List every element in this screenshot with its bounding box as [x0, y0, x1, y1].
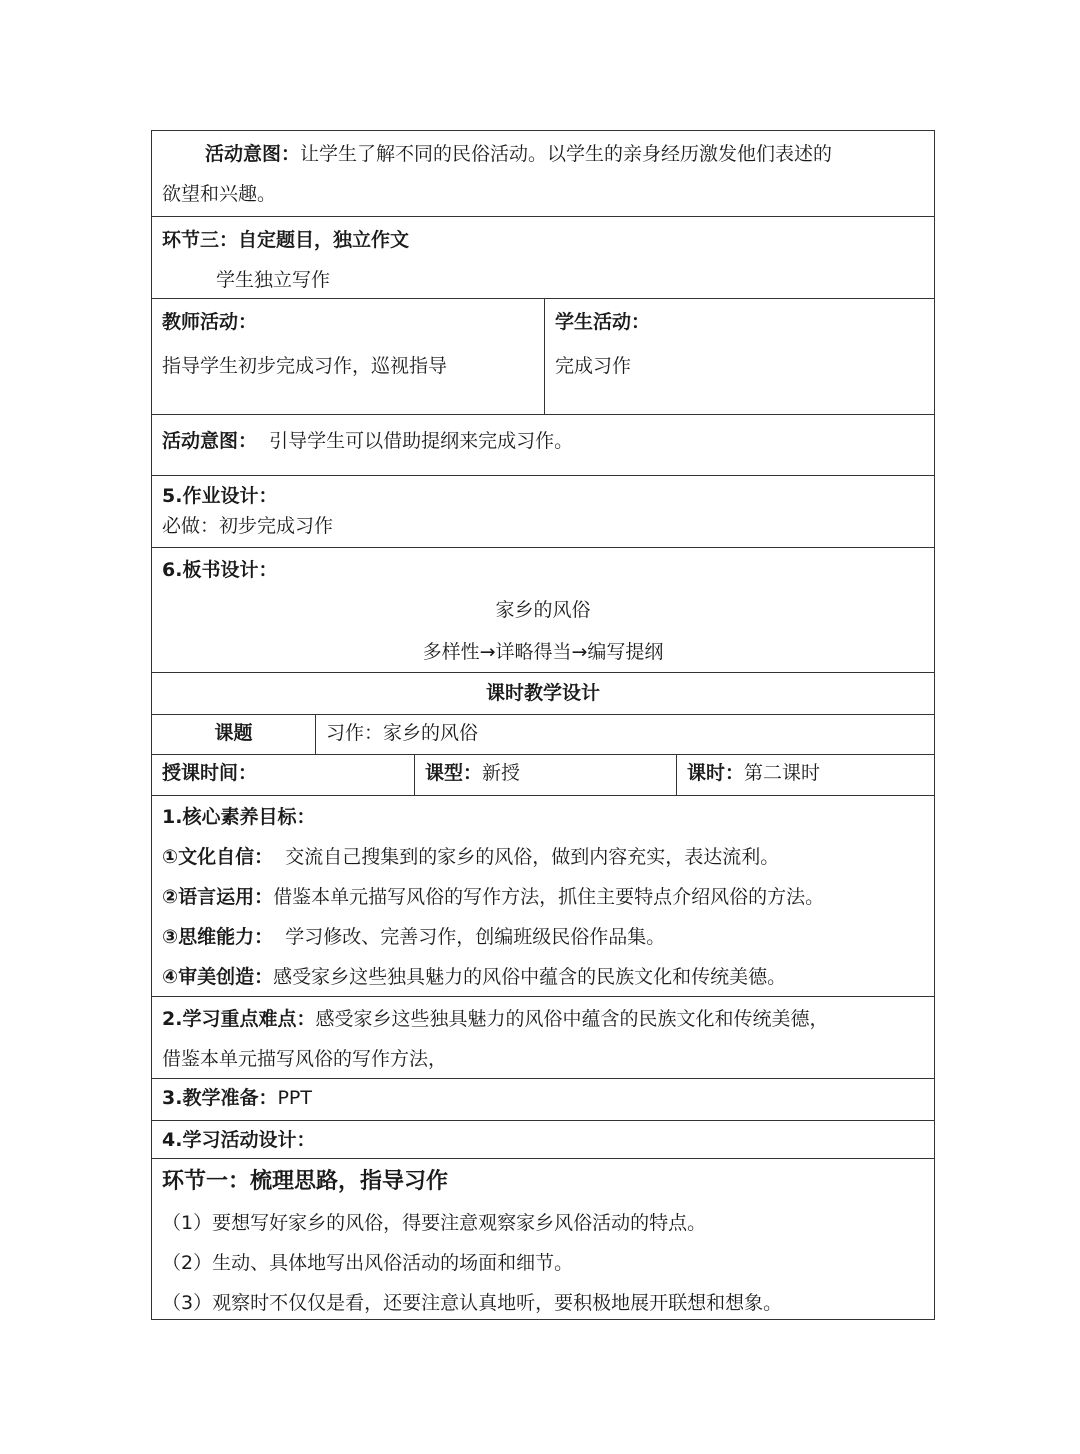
board-design-line-1: 家乡的风俗	[495, 599, 591, 621]
topic-row	[151, 714, 935, 754]
teacher-activity-cell	[152, 299, 544, 414]
student-activity-cell	[544, 299, 934, 414]
stage-one-section	[151, 1158, 935, 1320]
board-design-section	[151, 547, 935, 672]
goal-item	[152, 877, 934, 917]
lesson-heading: 课时教学设计	[485, 682, 600, 704]
type-cell	[414, 755, 676, 795]
key-points-line-2: 借鉴本单元描写风俗的写作方法，	[162, 1048, 448, 1070]
key-points-line-1	[152, 999, 934, 1039]
stage-three-subtitle: 学生独立写作	[216, 269, 331, 291]
stage-one-item: （1）要想写好家乡的风俗，得要注意观察家乡风俗活动的特点。	[162, 1212, 707, 1234]
intent-section-2	[151, 414, 935, 475]
stage-one-title: 环节一：梳理思路，指导习作	[162, 1169, 449, 1194]
topic-value: 习作：家乡的风俗	[315, 715, 934, 754]
topic-label: 课题	[214, 722, 253, 744]
intent-line-2: 欲望和兴趣。	[162, 183, 277, 205]
goal-label: ①文化自信：	[162, 846, 274, 868]
period-value: 第二课时	[744, 762, 821, 784]
prep-text: PPT	[277, 1087, 312, 1109]
schedule-row	[151, 754, 935, 795]
activity-design-label: 4.学习活动设计：	[162, 1129, 316, 1151]
student-activity-text: 完成习作	[555, 355, 632, 377]
intent-line-1	[152, 134, 934, 174]
stage-one-item: （2）生动、具体地写出风俗活动的场面和细节。	[162, 1252, 574, 1274]
intent-label-2: 活动意图：	[162, 430, 258, 452]
key-points-text: 感受家乡这些独具魅力的风俗中蕴含的民族文化和传统美德，	[315, 1008, 829, 1030]
homework-label: 5.作业设计：	[162, 485, 278, 507]
goal-item	[152, 837, 934, 877]
goal-text: 交流自己搜集到的家乡的风俗，做到内容充实，表达流利。	[285, 846, 780, 868]
student-activity-label: 学生活动：	[555, 311, 651, 333]
board-design-line-2: 多样性→详略得当→编写提纲	[422, 641, 664, 663]
board-design-label: 6.板书设计：	[162, 559, 278, 581]
key-points-label: 2.学习重点难点：	[162, 1008, 316, 1030]
time-label: 授课时间：	[162, 762, 258, 784]
goal-text: 学习修改、完善习作，创编班级民俗作品集。	[285, 926, 666, 948]
core-goals-label: 1.核心素养目标：	[162, 806, 316, 828]
activity-design-section	[151, 1120, 935, 1158]
teacher-activity-text: 指导学生初步完成习作，巡视指导	[162, 355, 448, 377]
goal-item	[152, 917, 934, 957]
intent-text: 让学生了解不同的民俗活动。以学生的亲身经历激发他们表述的	[300, 143, 833, 165]
goal-text: 感受家乡这些独具魅力的风俗中蕴含的民族文化和传统美德。	[273, 966, 787, 988]
type-label: 课型：	[425, 762, 483, 784]
goal-item	[152, 957, 934, 997]
homework-text: 必做：初步完成习作	[162, 515, 334, 537]
period-cell	[676, 755, 934, 795]
goal-label: ②语言运用：	[162, 886, 274, 908]
prep-label: 3.教学准备：	[162, 1087, 278, 1109]
intent-section-1	[151, 130, 935, 216]
intent-label: 活动意图：	[205, 143, 301, 165]
core-goals-section	[151, 795, 935, 996]
teacher-activity-label: 教师活动：	[162, 311, 258, 333]
stage-three-title: 环节三：自定题目，独立作文	[162, 229, 410, 251]
stage-one-item: （3）观察时不仅仅是看，还要注意认真地听，要积极地展开联想和想象。	[162, 1292, 783, 1314]
goal-label: ③思维能力：	[162, 926, 274, 948]
period-label: 课时：	[687, 762, 745, 784]
stage-three-section	[151, 216, 935, 298]
lesson-plan-table	[151, 130, 935, 1320]
intent-text-2: 引导学生可以借助提纲来完成习作。	[269, 430, 574, 452]
goal-label: ④审美创造：	[162, 966, 274, 988]
homework-section	[151, 475, 935, 547]
type-value: 新授	[482, 762, 521, 784]
key-points-section	[151, 996, 935, 1078]
activity-split-section	[151, 298, 935, 414]
lesson-heading-row	[151, 672, 935, 714]
goal-text: 借鉴本单元描写风俗的写作方法，抓住主要特点介绍风俗的方法。	[273, 886, 825, 908]
prep-section	[151, 1078, 935, 1120]
